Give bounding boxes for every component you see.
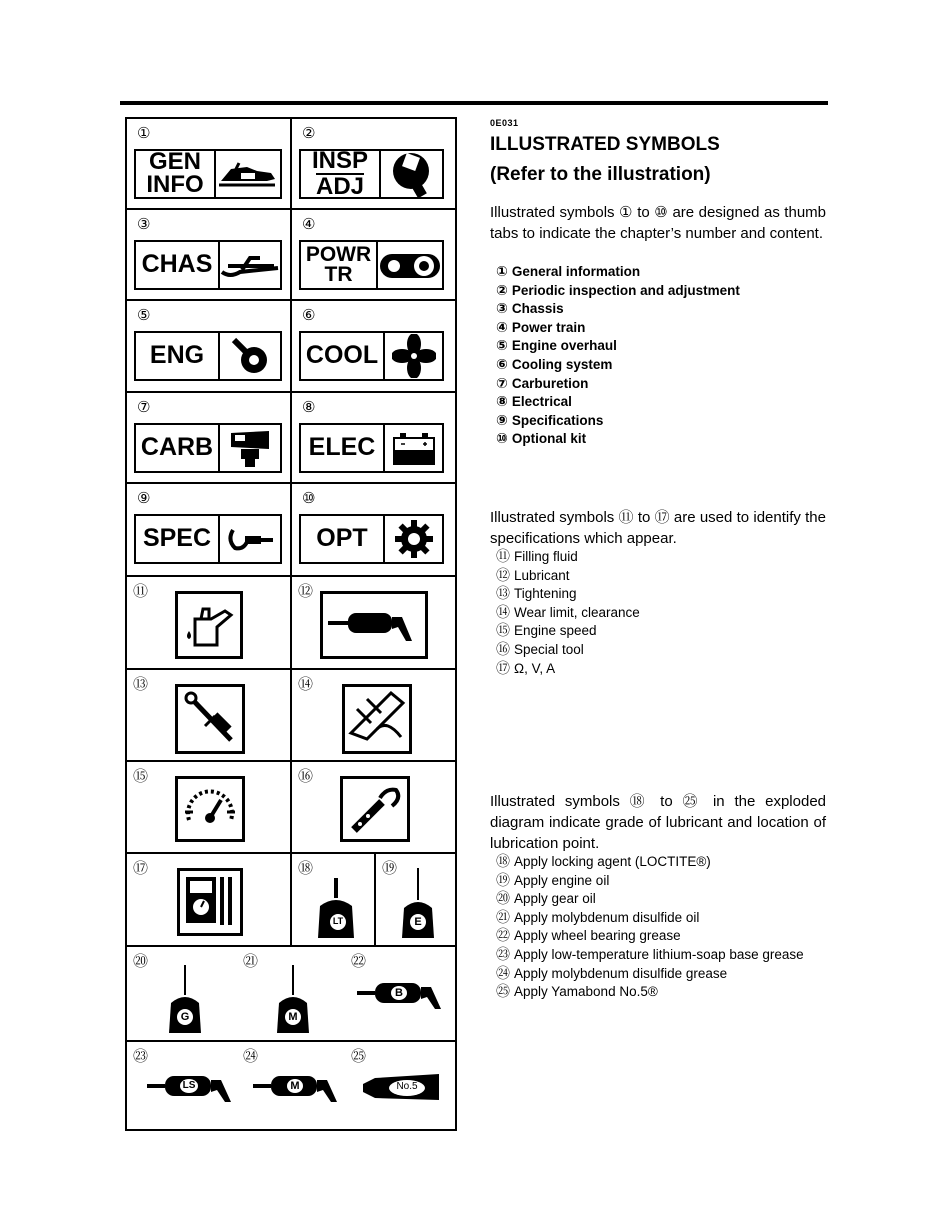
symbol-number: ⑬ xyxy=(133,675,149,693)
top-rule xyxy=(120,101,828,105)
carb-tab xyxy=(134,423,282,473)
symbol-number: ⑱ xyxy=(298,859,314,877)
symbol-number: ⑳ xyxy=(133,952,149,970)
symbol-grid xyxy=(125,117,457,1131)
ski-icon xyxy=(220,242,280,288)
lube-letter: B xyxy=(395,987,403,999)
symbol-number: ⑯ xyxy=(298,767,314,785)
symbol-cell xyxy=(292,210,457,301)
symbol-cell xyxy=(376,854,457,947)
list-item: ⑥ Cooling system xyxy=(496,356,613,373)
lube-letter: LT xyxy=(332,916,344,926)
tab-label: ELEC xyxy=(301,425,385,471)
section3-list xyxy=(496,853,804,1002)
gear-icon xyxy=(385,516,442,562)
symbol-number: ⑤ xyxy=(137,306,151,324)
eng-tab xyxy=(134,331,282,381)
symbol-number: ⑰ xyxy=(133,859,149,877)
tab-label: COOL xyxy=(301,333,385,379)
list-item: ⑧ Electrical xyxy=(496,394,572,411)
tab-label: GEN INFO xyxy=(136,151,216,197)
tab-label: CARB xyxy=(136,425,220,471)
symbol-cell xyxy=(292,854,376,947)
list-item: ⑲ Apply engine oil xyxy=(496,872,610,889)
symbol-cell xyxy=(127,670,292,762)
snowmobile-icon xyxy=(216,151,280,197)
list-item: ㉓ Apply low-temperature lithium-soap base grease xyxy=(496,946,804,963)
symbol-cell xyxy=(127,484,292,577)
chas-tab xyxy=(134,240,282,290)
list-item: ② Periodic inspection and adjustment xyxy=(496,282,740,299)
torque-wrench-icon xyxy=(175,684,245,754)
lube-letter: LS xyxy=(182,1080,196,1091)
page-subtitle: (Refer to the illustration) xyxy=(490,164,711,185)
section1-list xyxy=(496,263,740,449)
gear-oil-bottle-icon xyxy=(165,963,205,1035)
symbol-number: ⑫ xyxy=(298,582,314,600)
symbol-number: ⑮ xyxy=(133,767,149,785)
symbol-cell xyxy=(127,854,292,947)
symbol-number: ⑭ xyxy=(298,675,314,693)
symbol-cell xyxy=(127,119,292,210)
tab-label: OPT xyxy=(301,516,385,562)
list-item: ⑭ Wear limit, clearance xyxy=(496,604,640,621)
list-item: ⑨ Specifications xyxy=(496,412,604,429)
section2-list xyxy=(496,548,640,678)
tab-label: INSP ADJ xyxy=(301,151,381,197)
list-item: ⑪ Filling fluid xyxy=(496,549,578,565)
carburetor-icon xyxy=(220,425,280,471)
symbol-number: ⑩ xyxy=(302,489,316,507)
list-item: ⑩ Optional kit xyxy=(496,431,587,448)
symbol-number: ⑪ xyxy=(133,582,149,600)
cool-tab xyxy=(299,331,444,381)
lube-letter: M xyxy=(290,1080,300,1092)
symbol-cell xyxy=(292,577,457,670)
list-item: ④ Power train xyxy=(496,319,586,336)
symbol-number: ㉕ xyxy=(351,1047,367,1065)
list-item: ③ Chassis xyxy=(496,301,564,318)
symbol-number: ㉓ xyxy=(133,1047,149,1065)
spec-tab xyxy=(134,514,282,564)
list-item: ① General information xyxy=(496,264,641,280)
list-item: ㉔ Apply molybdenum disulfide grease xyxy=(496,965,728,982)
list-item: ㉒ Apply wheel bearing grease xyxy=(496,928,681,945)
symbol-number: ⑧ xyxy=(302,398,316,416)
list-item: ⑱ Apply locking agent (LOCTITE®) xyxy=(496,854,711,870)
caliper-icon xyxy=(220,516,280,562)
list-item: ⑬ Tightening xyxy=(496,586,577,603)
symbol-number: ⑨ xyxy=(137,489,151,507)
section-code: 0E031 xyxy=(490,118,519,128)
list-item: ⑯ Special tool xyxy=(496,641,584,658)
symbol-number: ⑦ xyxy=(137,398,151,416)
tab-label: SPEC xyxy=(136,516,220,562)
list-item: ⑤ Engine overhaul xyxy=(496,338,617,355)
lube-letter: G xyxy=(180,1011,190,1023)
section2-text: Illustrated symbols ⑪ to ⑰ are used to identify the specifications which appear. xyxy=(490,509,826,547)
fan-icon xyxy=(385,333,442,379)
symbol-cell xyxy=(127,762,292,854)
symbol-number: ㉔ xyxy=(243,1047,259,1065)
lube-letter: M xyxy=(288,1011,298,1023)
list-item: ㉑ Apply molybdenum disulfide oil xyxy=(496,909,700,926)
symbol-number: ⑲ xyxy=(382,859,398,877)
insp-adj-tab xyxy=(299,146,444,200)
wrench-icon xyxy=(381,151,442,197)
oil-can-icon xyxy=(175,591,243,659)
page-title: ILLUSTRATED SYMBOLS xyxy=(490,134,720,155)
symbol-cell xyxy=(127,301,292,393)
tab-label: ENG xyxy=(136,333,220,379)
drive-belt-icon xyxy=(378,242,442,288)
grease-tube-icon xyxy=(320,591,428,659)
opt-tab xyxy=(299,514,444,564)
symbol-cell xyxy=(127,393,292,484)
lube-letter: No.5 xyxy=(396,1081,418,1092)
symbol-number: ⑥ xyxy=(302,306,316,324)
battery-icon xyxy=(385,425,442,471)
symbol-number: ③ xyxy=(137,215,151,233)
symbol-cell xyxy=(127,210,292,301)
tachometer-icon xyxy=(175,776,245,842)
special-tool-icon xyxy=(340,776,410,842)
symbol-cell xyxy=(127,947,457,1042)
symbol-number: ② xyxy=(302,124,316,142)
list-item: ㉕ Apply Yamabond No.5® xyxy=(496,984,658,1001)
gen-info-tab xyxy=(134,149,282,199)
caliper-gauge-icon xyxy=(342,684,412,754)
list-item: ⑳ Apply gear oil xyxy=(496,891,596,908)
symbol-number: ④ xyxy=(302,215,316,233)
engine-oil-bottle-icon xyxy=(398,866,438,940)
locking-agent-bottle-icon xyxy=(312,876,360,940)
symbol-cell xyxy=(292,484,457,577)
symbol-cell xyxy=(292,301,457,393)
symbol-cell xyxy=(292,119,457,210)
list-item: ⑰ Ω, V, A xyxy=(496,660,556,677)
symbol-cell xyxy=(292,670,457,762)
tab-label: POWR TR xyxy=(301,242,378,288)
symbol-cell xyxy=(127,1042,457,1122)
lube-letter: E xyxy=(414,916,422,928)
list-item: ⑦ Carburetion xyxy=(496,375,589,392)
list-item: ⑮ Engine speed xyxy=(496,623,597,640)
symbol-cell xyxy=(127,577,292,670)
symbol-cell xyxy=(292,762,457,854)
symbol-number: ① xyxy=(137,124,151,142)
symbol-cell xyxy=(292,393,457,484)
section1-text: Illustrated symbols ① to ⑩ are designed as thumb tabs to indicate the chapter’s number and content. xyxy=(490,204,826,242)
list-item: ⑫ Lubricant xyxy=(496,567,570,584)
piston-icon xyxy=(220,333,280,379)
header-block xyxy=(490,118,830,186)
elec-tab xyxy=(299,423,444,473)
section3-text: Illustrated symbols ⑱ to ㉕ in the exploded diagram indicate grade of lubricant and location of lubrication point. xyxy=(490,793,826,852)
symbol-number: ㉑ xyxy=(243,952,259,970)
powr-tr-tab xyxy=(299,240,444,290)
tab-label: CHAS xyxy=(136,242,220,288)
multimeter-icon xyxy=(177,868,243,936)
symbol-number: ㉒ xyxy=(351,952,367,970)
moly-oil-bottle-icon xyxy=(273,963,313,1035)
